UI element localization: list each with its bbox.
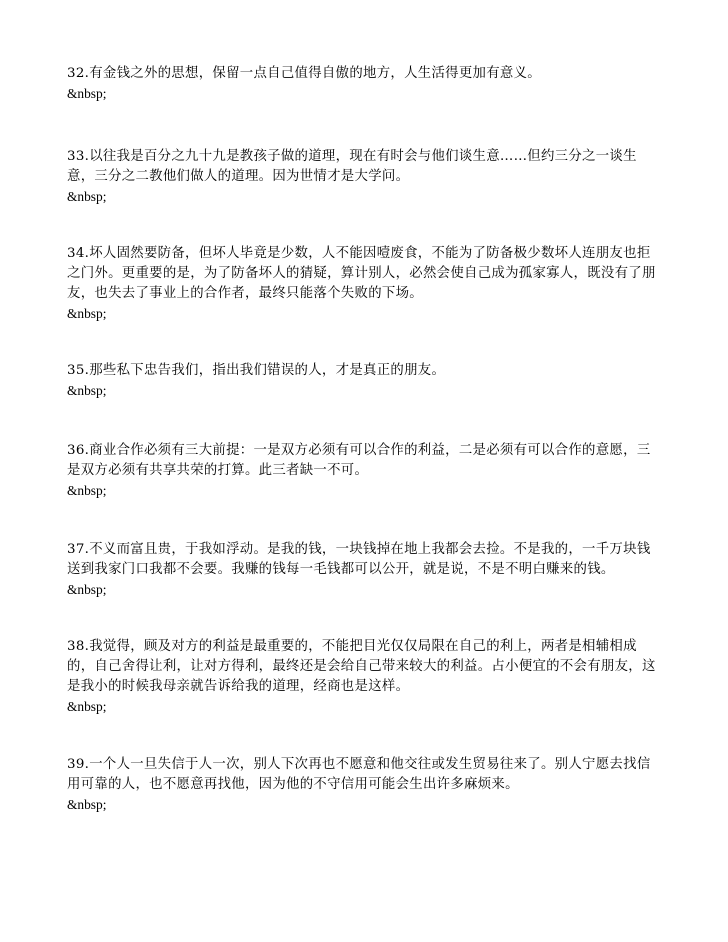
nbsp-entity-text: &nbsp; bbox=[67, 699, 107, 714]
nbsp-entity-text: &nbsp; bbox=[67, 582, 107, 597]
paragraph-text: 36.商业合作必须有三大前提：一是双方必须有可以合作的利益，二是必须有可以合作的意愿，三是双方必须有共享共荣的打算。此三者缺一不可。 bbox=[67, 443, 651, 478]
paragraph-text: 37.不义而富且贵，于我如浮动。是我的钱，一块钱掉在地上我都会去捡。不是我的，一千万块钱送到我家门口我都不会要。我赚的钱每一毛钱都可以公开，就是说，不是不明白赚来的钱。 bbox=[67, 542, 651, 577]
paragraph-39 bbox=[67, 755, 661, 815]
paragraph-text: 38.我觉得，顾及对方的利益是最重要的，不能把目光仅仅局限在自己的利上，两者是相辅相成的，自己舍得让利，让对方得利，最终还是会给自己带来较大的利益。占小便宜的不会有朋友，这是我小的时候我母亲就告诉给我的道理，经商也是这样。 bbox=[67, 639, 656, 694]
paragraph-text: 35.那些私下忠告我们，指出我们错误的人，才是真正的朋友。 bbox=[67, 363, 446, 378]
nbsp-entity-text: &nbsp; bbox=[67, 383, 107, 398]
paragraph-34 bbox=[67, 244, 661, 324]
paragraph-text: 34.坏人固然要防备，但坏人毕竟是少数，人不能因噎废食，不能为了防备极少数坏人连朋友也拒之门外。更重要的是，为了防备坏人的猜疑，算计别人，必然会使自己成为孤家寡人，既没有了朋友，也失去了事业上的合作者，最终只能落个失败的下场。 bbox=[67, 246, 656, 301]
paragraph-text: 33.以往我是百分之九十九是教孩子做的道理，现在有时会与他们谈生意……但约三分之一谈生意，三分之二教他们做人的道理。因为世情才是大学问。 bbox=[67, 149, 637, 184]
nbsp-entity-text: &nbsp; bbox=[67, 306, 107, 321]
paragraph-36 bbox=[67, 441, 661, 501]
nbsp-entity-text: &nbsp; bbox=[67, 483, 107, 498]
nbsp-entity-text: &nbsp; bbox=[67, 86, 107, 101]
nbsp-entity-text: &nbsp; bbox=[67, 797, 107, 812]
paragraph-38 bbox=[67, 637, 661, 717]
paragraph-37 bbox=[67, 540, 661, 600]
paragraph-33 bbox=[67, 147, 661, 207]
paragraph-text: 32.有金钱之外的思想，保留一点自己值得自傲的地方，人生活得更加有意义。 bbox=[67, 66, 541, 81]
paragraph-text: 39.一个人一旦失信于人一次，别人下次再也不愿意和他交往或发生贸易往来了。别人宁愿去找信用可靠的人，也不愿意再找他，因为他的不守信用可能会生出许多麻烦来。 bbox=[67, 757, 651, 792]
paragraph-32 bbox=[67, 64, 661, 104]
nbsp-entity-text: &nbsp; bbox=[67, 189, 107, 204]
paragraph-35 bbox=[67, 361, 661, 401]
